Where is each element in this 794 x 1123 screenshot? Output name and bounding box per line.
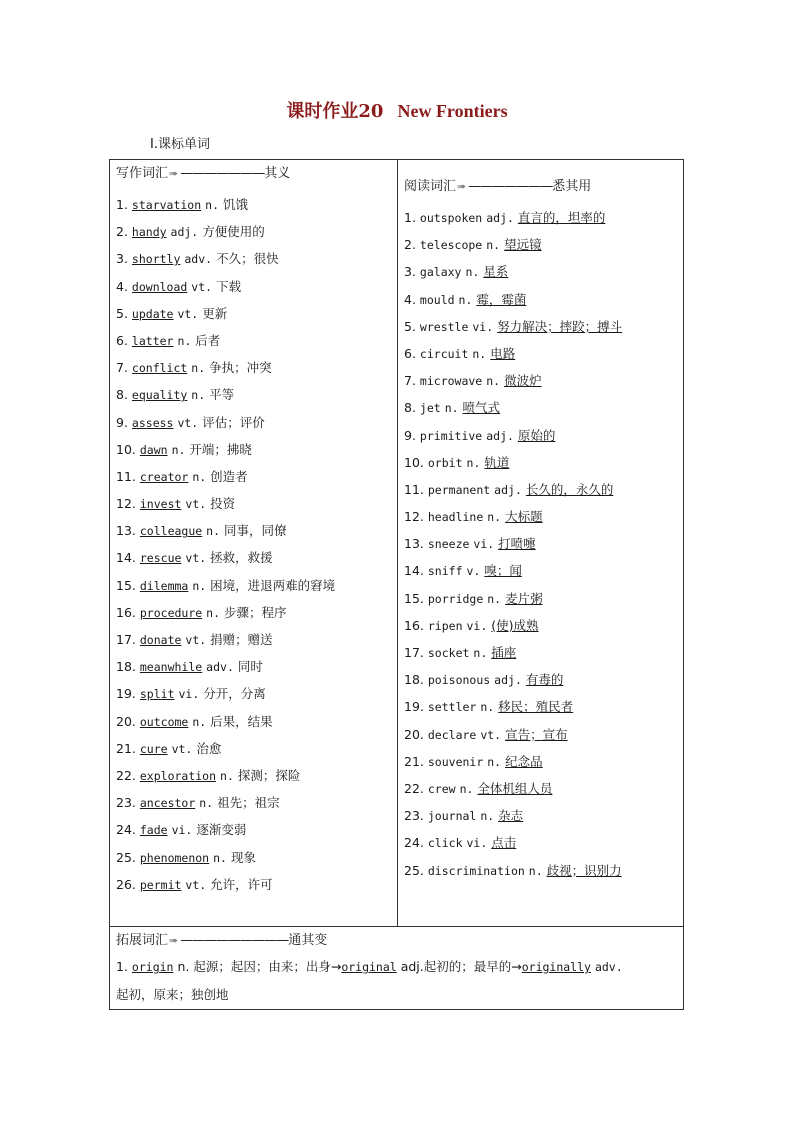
vocab-meaning: 嗅；闻 <box>484 563 522 579</box>
vocab-pos: n. <box>192 714 207 729</box>
vocab-number: 24. <box>404 835 424 851</box>
vocab-number: 12. <box>404 509 424 525</box>
vocab-pos: n. <box>486 238 501 253</box>
vocab-pos: vt. <box>480 727 502 742</box>
page-title <box>0 97 794 123</box>
vocab-item <box>116 572 394 599</box>
vocab-word: equality <box>131 388 188 403</box>
vocab-meaning: 望远镜 <box>504 237 542 253</box>
vocab-pos: vt. <box>177 306 199 321</box>
vocab-pos: vt. <box>185 497 207 512</box>
vocab-pos: vi. <box>466 618 488 633</box>
vocab-word: handy <box>131 225 167 240</box>
vocab-item <box>116 735 394 762</box>
vocab-meaning: 创造者 <box>210 468 248 484</box>
vocab-pos: vi. <box>466 836 488 851</box>
vocab-number: 22. <box>404 780 424 796</box>
vocab-meaning: 宣告；宣布 <box>505 726 568 742</box>
vocab-item <box>116 844 394 871</box>
extension-header-dashes: ————————— <box>180 933 289 948</box>
vocab-item <box>404 802 682 829</box>
vocab-meaning: 歧视；识别力 <box>546 862 622 878</box>
vocab-pos: n. <box>213 850 227 865</box>
vocab-word: rescue <box>139 551 182 566</box>
extension-item <box>116 953 676 1008</box>
vocab-word: headline <box>427 510 484 525</box>
vocab-word: meanwhile <box>139 660 203 675</box>
vocab-number: 9. <box>404 427 416 443</box>
extension-header-label: 拓展词汇 <box>116 933 169 948</box>
vocab-item <box>404 721 682 748</box>
vocab-number: 7. <box>116 360 128 376</box>
vocab-word: microwave <box>419 374 483 389</box>
vocab-word: journal <box>427 809 477 824</box>
vocab-item <box>116 327 394 354</box>
vocab-word: latter <box>131 333 174 348</box>
vocab-item <box>404 585 682 612</box>
vocab-pos: n. <box>220 768 234 783</box>
vocab-item <box>404 639 682 666</box>
vocab-pos: vi. <box>473 537 495 552</box>
vocab-item <box>404 340 682 367</box>
vocab-word: invest <box>139 497 182 512</box>
vocab-item <box>116 381 394 408</box>
vocab-meaning: 开端；拂晓 <box>189 441 252 457</box>
vocab-meaning: 打喷嚏 <box>498 536 536 552</box>
vocab-item <box>404 258 682 285</box>
vocab-pos: n. <box>465 265 480 280</box>
vocab-meaning: 允许，许可 <box>210 876 273 892</box>
vocab-word: permanent <box>427 482 491 497</box>
vocab-pos: n. <box>528 863 543 878</box>
vocab-number: 14. <box>404 563 424 579</box>
vocab-pos: adj. <box>486 428 514 443</box>
extension-word-original: original <box>341 960 397 974</box>
vocab-number: 14. <box>116 550 136 566</box>
vocab-word: conflict <box>131 361 188 376</box>
vocab-item <box>404 449 682 476</box>
vocab-pos: vt. <box>191 279 213 294</box>
vocab-meaning: 直言的，坦率的 <box>517 210 606 225</box>
vocab-item <box>116 762 394 789</box>
vocab-pos: n. <box>206 605 221 620</box>
vocab-word: donate <box>139 633 182 647</box>
vocab-item <box>404 231 682 258</box>
vocab-meaning: 平等 <box>209 387 235 403</box>
vocab-number: 21. <box>116 740 136 756</box>
vocab-meaning: 投资 <box>210 496 236 512</box>
vocab-meaning: 星系 <box>483 264 509 280</box>
vocab-meaning: 插座 <box>491 645 517 660</box>
reading-header <box>404 177 682 199</box>
vocab-meaning: 点击 <box>491 835 517 851</box>
vocab-meaning: 拯救，救援 <box>210 550 273 566</box>
vocab-item <box>116 218 394 245</box>
vocab-number: 17. <box>404 645 424 660</box>
vocab-pos: n. <box>192 469 207 484</box>
vocab-number: 24. <box>116 822 136 838</box>
vocab-number: 23. <box>404 808 424 824</box>
vocab-meaning: 轨道 <box>484 454 510 470</box>
arrow-icon: → <box>511 959 522 974</box>
vocab-item <box>404 476 682 503</box>
extension-text-3: adv. <box>594 960 623 974</box>
vocab-item <box>404 530 682 557</box>
vocab-meaning: 更新 <box>202 305 228 321</box>
vocab-meaning: 杂志 <box>498 808 524 824</box>
vocab-meaning: 后者 <box>195 332 221 348</box>
vocab-word: souvenir <box>427 754 484 769</box>
vocab-item <box>404 286 682 313</box>
vocab-number: 10. <box>404 454 424 470</box>
vocab-number: 5. <box>404 318 416 334</box>
vocab-item <box>404 422 682 449</box>
vocab-number: 17. <box>116 632 136 647</box>
vocab-meaning: 微波炉 <box>504 373 542 389</box>
vocab-number: 19. <box>404 699 424 715</box>
vocab-number: 11. <box>116 468 136 484</box>
vocab-number: 7. <box>404 373 416 389</box>
vocab-pos: vt. <box>185 633 207 647</box>
double-arrow-icon: ➠ <box>169 934 179 947</box>
vocab-word: declare <box>427 727 477 742</box>
vocab-pos: n. <box>206 524 221 539</box>
vocab-pos: vi. <box>178 687 200 702</box>
vocab-number: 20. <box>404 726 424 742</box>
vocab-pos: vi. <box>171 823 193 838</box>
vocab-number: 16. <box>116 604 136 620</box>
column-divider <box>397 160 398 926</box>
extension-text-1: n. 起源；起因；由来；出身 <box>177 959 331 974</box>
vocab-word: procedure <box>139 605 203 620</box>
vocab-meaning: 探测；探险 <box>237 767 301 783</box>
extension-word-originally: originally <box>521 960 591 974</box>
vocab-pos: n. <box>487 510 502 525</box>
reading-list <box>404 204 682 884</box>
vocab-number: 6. <box>116 332 128 348</box>
vocab-item <box>404 503 682 530</box>
vocab-word: wrestle <box>419 319 469 334</box>
vocab-word: sneeze <box>427 537 470 552</box>
writing-vocab-column <box>116 164 394 898</box>
writing-header-label: 写作词汇 <box>116 166 169 181</box>
vocab-number: 21. <box>404 753 424 769</box>
vocab-pos: n. <box>458 292 473 307</box>
vocab-item <box>404 829 682 856</box>
vocab-meaning: 步骤；程序 <box>224 604 287 620</box>
vocab-meaning: 逐渐变弱 <box>196 822 247 838</box>
vocab-number: 25. <box>404 862 424 878</box>
vocab-word: click <box>427 836 463 851</box>
vocab-word: outcome <box>139 714 189 729</box>
vocab-word: split <box>139 687 175 702</box>
vocab-number: 12. <box>116 496 136 512</box>
vocab-word: fade <box>139 823 168 838</box>
vocab-word: shortly <box>131 252 181 267</box>
vocab-number: 13. <box>404 536 424 552</box>
reading-header-label: 阅读词汇 <box>404 179 457 194</box>
vocab-item <box>404 394 682 421</box>
vocab-item <box>116 409 394 436</box>
reading-header-dashes: ——————— <box>468 179 553 194</box>
vocab-meaning: 不久；很快 <box>216 251 279 267</box>
vocab-item <box>116 517 394 544</box>
vocab-pos: n. <box>480 700 495 715</box>
vocab-meaning: 捐赠；赠送 <box>210 632 273 647</box>
vocab-meaning: 麦片粥 <box>505 590 543 606</box>
title-cn: 课时作业20 <box>286 101 384 122</box>
vocab-pos: n. <box>466 455 481 470</box>
vocab-item <box>404 313 682 340</box>
vocab-number: 5. <box>116 305 128 321</box>
vocab-meaning: 分开，分离 <box>203 686 266 702</box>
writing-header-dashes: ——————— <box>180 166 265 181</box>
vocab-item <box>404 775 682 802</box>
vocab-meaning: 长久的，永久的 <box>525 481 614 497</box>
vocab-pos: n. <box>177 333 192 348</box>
vocab-meaning: 现象 <box>230 849 256 865</box>
vocab-pos: adj. <box>494 482 522 497</box>
vocab-meaning: 移民；殖民者 <box>498 699 574 715</box>
vocab-pos: vi. <box>472 319 494 334</box>
vocab-number: 9. <box>116 414 128 430</box>
vocab-word: telescope <box>419 238 483 253</box>
double-arrow-icon: ➠ <box>169 167 179 180</box>
vocab-pos: vt. <box>185 877 207 892</box>
vocab-number: 20. <box>116 713 136 729</box>
vocab-pos: n. <box>487 754 502 769</box>
vocab-pos: n. <box>487 591 502 606</box>
vocab-pos: n. <box>192 578 207 593</box>
title-en: New Frontiers <box>397 101 508 121</box>
vocab-pos: n. <box>171 442 186 457</box>
reading-header-suffix: 悉其用 <box>552 179 592 194</box>
vocab-number: 15. <box>404 590 424 606</box>
vocab-word: settler <box>427 700 477 715</box>
vocab-meaning: 原始的 <box>517 427 556 443</box>
vocab-meaning: (使)成熟 <box>491 617 539 633</box>
row-divider <box>110 926 683 927</box>
vocab-item <box>116 599 394 626</box>
vocab-item <box>116 245 394 272</box>
vocab-meaning: 饥饿 <box>223 197 249 212</box>
vocab-pos: n. <box>486 374 501 389</box>
vocab-item <box>404 367 682 394</box>
vocab-meaning: 后果，结果 <box>210 713 273 729</box>
vocab-word: cure <box>139 741 168 756</box>
vocab-item <box>116 789 394 816</box>
vocab-number: 25. <box>116 849 136 865</box>
vocab-table <box>109 159 684 1010</box>
extension-num: 1. <box>116 959 128 974</box>
vocab-word: galaxy <box>419 265 462 280</box>
vocab-meaning: 评估；评价 <box>202 414 265 430</box>
vocab-number: 22. <box>116 767 136 783</box>
vocab-meaning: 有毒的 <box>525 672 564 688</box>
vocab-meaning: 努力解决；摔跤；搏斗 <box>497 318 623 334</box>
arrow-icon: → <box>330 959 342 974</box>
vocab-meaning: 全体机组人员 <box>477 780 553 796</box>
vocab-pos: n. <box>480 809 495 824</box>
vocab-number: 18. <box>116 659 136 675</box>
vocab-word: download <box>131 279 188 294</box>
double-arrow-icon: ➠ <box>457 180 467 193</box>
vocab-number: 3. <box>116 251 128 267</box>
extension-word-origin: origin <box>131 960 174 974</box>
vocab-word: assess <box>131 415 174 430</box>
vocab-pos: n. <box>444 401 459 416</box>
vocab-meaning: 大标题 <box>505 509 543 525</box>
vocab-number: 4. <box>116 278 128 294</box>
vocab-word: permit <box>139 877 182 892</box>
vocab-item <box>404 612 682 639</box>
vocab-number: 2. <box>404 237 416 253</box>
vocab-word: outspoken <box>419 211 483 225</box>
vocab-item <box>116 626 394 653</box>
vocab-number: 23. <box>116 795 136 811</box>
vocab-pos: n. <box>199 796 214 811</box>
vocab-item <box>116 544 394 571</box>
vocab-pos: v. <box>466 564 481 579</box>
vocab-word: ancestor <box>139 796 196 811</box>
vocab-word: ripen <box>427 618 463 633</box>
vocab-word: discrimination <box>427 863 525 878</box>
vocab-pos: adv. <box>184 252 213 267</box>
vocab-word: orbit <box>427 455 463 470</box>
vocab-item <box>404 693 682 720</box>
vocab-word: sniff <box>427 564 463 579</box>
vocab-number: 1. <box>116 197 128 212</box>
vocab-word: porridge <box>427 591 484 606</box>
vocab-meaning: 同事，同僚 <box>224 523 287 539</box>
extension-header-suffix: 通其变 <box>288 933 328 948</box>
section-label: Ⅰ.课标单词 <box>150 137 210 152</box>
vocab-item <box>116 463 394 490</box>
vocab-meaning: 困境，进退两难的窘境 <box>210 577 336 593</box>
vocab-item <box>404 748 682 775</box>
vocab-pos: n. <box>205 198 220 212</box>
vocab-item <box>116 273 394 300</box>
writing-header-suffix: 其义 <box>264 166 291 181</box>
vocab-pos: adj. <box>170 225 199 240</box>
vocab-number: 6. <box>404 345 416 361</box>
vocab-number: 16. <box>404 617 424 633</box>
vocab-word: socket <box>427 646 470 660</box>
vocab-number: 8. <box>116 387 128 403</box>
vocab-word: primitive <box>419 428 483 443</box>
vocab-item <box>116 871 394 898</box>
vocab-item <box>404 666 682 693</box>
extension-text-4: 起初，原来；独创地 <box>116 987 229 1002</box>
extension-header <box>116 931 676 953</box>
vocab-word: exploration <box>139 768 217 783</box>
vocab-meaning: 纪念品 <box>505 753 543 769</box>
vocab-item <box>116 680 394 707</box>
vocab-number: 8. <box>404 400 416 416</box>
vocab-item <box>116 436 394 463</box>
vocab-number: 18. <box>404 672 424 688</box>
vocab-word: dawn <box>139 442 168 457</box>
vocab-pos: n. <box>191 388 206 403</box>
vocab-word: colleague <box>139 524 203 539</box>
vocab-item <box>116 191 394 218</box>
vocab-number: 19. <box>116 686 136 702</box>
vocab-meaning: 电路 <box>490 345 516 361</box>
vocab-item <box>116 300 394 327</box>
vocab-pos: adj. <box>486 211 514 225</box>
reading-vocab-column <box>404 177 682 884</box>
vocab-pos: adj. <box>494 673 522 688</box>
vocab-item <box>404 857 682 884</box>
vocab-word: circuit <box>419 346 469 361</box>
vocab-meaning: 争执；冲突 <box>209 360 272 376</box>
vocab-word: poisonous <box>427 673 491 688</box>
vocab-item <box>116 816 394 843</box>
vocab-pos: n. <box>459 781 474 796</box>
vocab-pos: vt. <box>185 551 207 566</box>
vocab-meaning: 同时 <box>237 659 263 675</box>
vocab-item <box>404 557 682 584</box>
vocab-number: 15. <box>116 577 136 593</box>
vocab-word: crew <box>427 781 456 796</box>
extension-text-2: adj.起初的；最早的 <box>400 959 512 974</box>
vocab-item <box>116 490 394 517</box>
vocab-pos: n. <box>472 346 487 361</box>
vocab-pos: vt. <box>171 741 193 756</box>
vocab-pos: vt. <box>177 415 199 430</box>
vocab-number: 3. <box>404 264 416 280</box>
vocab-pos: n. <box>473 646 488 660</box>
vocab-meaning: 下载 <box>216 278 242 294</box>
extension-vocab-section <box>116 931 676 1008</box>
vocab-word: dilemma <box>139 578 189 593</box>
vocab-word: mould <box>419 292 455 307</box>
vocab-meaning: 方便使用的 <box>202 224 265 240</box>
vocab-word: update <box>131 306 174 321</box>
vocab-number: 2. <box>116 224 128 240</box>
vocab-item <box>116 653 394 680</box>
vocab-number: 26. <box>116 876 136 892</box>
vocab-item <box>116 354 394 381</box>
vocab-word: starvation <box>131 198 202 212</box>
vocab-meaning: 治愈 <box>196 740 222 756</box>
vocab-pos: n. <box>191 361 206 376</box>
vocab-item <box>116 708 394 735</box>
vocab-pos: adv. <box>206 660 234 675</box>
vocab-word: phenomenon <box>139 850 210 865</box>
vocab-number: 1. <box>404 210 416 225</box>
vocab-meaning: 喷气式 <box>462 400 501 416</box>
vocab-number: 4. <box>404 291 416 307</box>
vocab-number: 13. <box>116 523 136 539</box>
vocab-meaning: 祖先；祖宗 <box>217 795 280 811</box>
vocab-word: jet <box>419 401 441 416</box>
vocab-number: 11. <box>404 481 424 497</box>
vocab-number: 10. <box>116 441 136 457</box>
writing-list <box>116 191 394 898</box>
vocab-item <box>404 204 682 231</box>
writing-header <box>116 164 394 186</box>
vocab-word: creator <box>139 469 189 484</box>
vocab-meaning: 霉，霉菌 <box>476 291 527 307</box>
